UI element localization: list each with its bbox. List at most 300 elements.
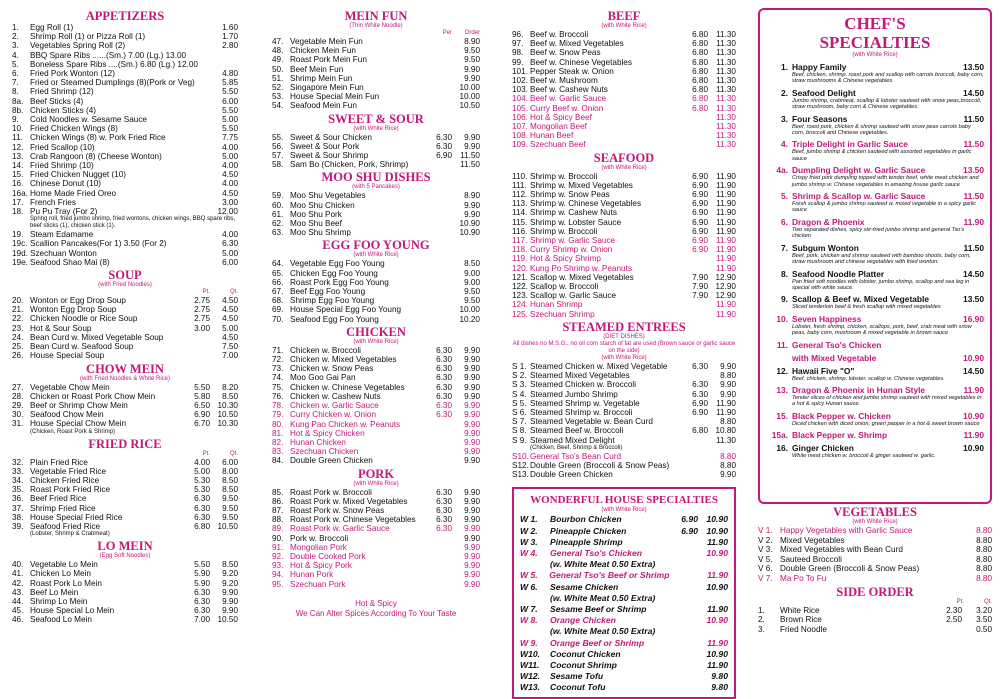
item-number: S13. <box>512 470 529 480</box>
item-name: Moo Goo Gai Pan <box>290 373 356 383</box>
item-name: Dragon & Phoenix in Hunan Style <box>792 384 926 395</box>
item-price: 8.80 <box>720 371 736 381</box>
item-name: Seafood Fried Rice <box>30 521 101 531</box>
item-price-qt: 9.80 <box>711 671 728 682</box>
menu-item <box>272 570 480 579</box>
item-number: S 3. <box>512 380 527 390</box>
item-price: 6.30 <box>436 410 452 420</box>
vegetable-item <box>758 526 992 536</box>
item-price: 8.00 <box>222 466 238 476</box>
menu-item <box>272 133 480 142</box>
item-name: Beef w. Garlic Sauce <box>530 94 606 104</box>
item-name: General Tso's Bean Curd <box>530 451 622 461</box>
item-name: Hot & Spicy Pork <box>290 561 352 571</box>
item-name: Shrimp w. Snow Peas <box>530 190 610 200</box>
item-name: House Special Mein Fun <box>290 92 380 102</box>
menu-item <box>12 41 238 50</box>
item-price: 9.90 <box>720 361 736 371</box>
item-name: Steamed Mixed Delight <box>530 435 615 445</box>
item-price: 4.00 <box>222 230 238 240</box>
item-price: 6.80 <box>692 66 708 76</box>
wonderful-box <box>512 487 736 698</box>
item-price: 11.50 <box>963 242 984 253</box>
item-price: 11.30 <box>716 39 736 49</box>
item-price: 11.30 <box>716 57 736 67</box>
item-name: Chicken Wings (8) w. Pork Fried Rice <box>30 133 166 143</box>
item-number: 64. <box>272 259 284 269</box>
item-price: 8.80 <box>976 554 992 564</box>
item-price <box>680 131 708 140</box>
item-number: 67. <box>272 287 284 297</box>
item-name: Hot & Spicy Shrimp <box>530 254 601 264</box>
item-name: Vegetable Chow Mein <box>30 382 110 392</box>
item-description: Two separated dishes, spicy stir-fried jumbo shrimp and general Tso's chicken <box>792 226 965 240</box>
item-number: 41. <box>12 569 24 579</box>
item-price: 11.90 <box>716 398 736 408</box>
item-number: 15a. <box>771 430 788 441</box>
item-name: Roast Pork Egg Foo Young <box>290 277 389 287</box>
section-subtitle: (with White Rice) <box>601 164 647 171</box>
menu-item <box>272 429 480 438</box>
item-number: 83. <box>272 447 284 457</box>
menu-item <box>12 324 238 333</box>
item-name: White Rice <box>780 605 820 615</box>
item-price-pt <box>668 649 698 660</box>
item-price: 10.80 <box>715 426 736 436</box>
item-price: 9.90 <box>464 456 480 466</box>
item-description: Beef, jumbo shrimp & chicken sauteed with assorted vegetables in garlic sauce <box>792 149 972 162</box>
item-name: House Special Chow Mein <box>30 419 127 429</box>
item-name: Wonton or Egg Drop Soup <box>30 296 126 306</box>
item-name: Vegetable Lo Mein <box>30 560 98 570</box>
item-number: 2. <box>758 615 765 625</box>
item-price: 6.90 <box>692 180 708 190</box>
item-name: Shrimp w. Broccoli <box>530 226 598 236</box>
item-price: 9.90 <box>464 355 480 365</box>
item-number: 4. <box>12 50 19 60</box>
item-number: 40. <box>12 560 24 570</box>
item-number: 2. <box>781 87 788 98</box>
item-name: Pu Pu Tray (For 2) <box>30 207 98 217</box>
item-price: 9.20 <box>222 578 238 588</box>
item-price: 6.80 <box>692 103 708 113</box>
item-number: 78. <box>272 401 284 411</box>
menu-item <box>272 83 480 92</box>
item-number: 59. <box>272 191 284 201</box>
item-name: Fried Noodle <box>780 624 827 634</box>
item-number <box>766 353 792 363</box>
item-price-qt: 11.90 <box>707 659 728 670</box>
column-3 <box>512 8 736 693</box>
item-number: 35. <box>12 485 24 495</box>
item-price: 10.30 <box>217 419 238 429</box>
item-number: 106. <box>512 112 528 122</box>
item-name: Black Pepper w. Shrimp <box>792 430 888 441</box>
item-price: 5.30 <box>194 485 210 495</box>
item-name: Chicken Mein Fun <box>290 46 356 56</box>
item-number: 20. <box>12 296 24 306</box>
wonderful-item <box>520 526 728 537</box>
item-price: 10.50 <box>217 521 238 531</box>
item-price: 9.90 <box>464 561 480 571</box>
menu-item <box>512 227 736 236</box>
item-price: 6.80 <box>692 39 708 49</box>
menu-item <box>12 170 238 179</box>
item-price: 11.30 <box>716 94 736 104</box>
item-name: Beef Egg Foo Young <box>290 287 366 297</box>
item-description: White meat chicken w. broccoli & ginger sauteed w. garlic. <box>792 453 936 460</box>
item-price: 5.00 <box>222 248 238 258</box>
item-name: Sweet & Sour Shrimp <box>290 151 369 161</box>
chef-title-2: SPECIALTIES <box>819 33 931 52</box>
item-price: 9.90 <box>464 391 480 401</box>
item-price: 11.90 <box>963 430 984 441</box>
item-price: 4.00 <box>194 457 210 467</box>
item-number: 84. <box>272 456 284 466</box>
item-number: 29. <box>12 400 24 410</box>
menu-item <box>12 342 238 351</box>
item-price: 8.80 <box>976 573 992 583</box>
menu-item <box>12 189 238 198</box>
item-number: V 2. <box>758 535 773 545</box>
item-price: 9.20 <box>222 569 238 579</box>
item-number: 107. <box>512 122 528 132</box>
item-name: Hunan Shrimp <box>530 300 583 310</box>
item-price: 7.00 <box>194 615 210 625</box>
item-number: W 3. <box>520 536 538 547</box>
item-number: W 8. <box>520 615 538 626</box>
menu-item <box>272 524 480 533</box>
item-number: 16a. <box>12 188 28 198</box>
item-price: 11.90 <box>963 216 984 227</box>
menu-item <box>272 160 480 169</box>
item-price <box>680 417 708 426</box>
item-price-qt: 0.50 <box>976 624 992 634</box>
menu-item <box>272 456 480 465</box>
item-name: Triple Delight in Garlic Sauce <box>792 139 908 150</box>
price-header-qt: Qt. <box>983 598 992 605</box>
item-number: 103. <box>512 85 528 95</box>
menu-item <box>512 208 736 217</box>
item-name: Hunan Pork <box>290 570 334 580</box>
menu-item <box>512 426 736 435</box>
item-name: Beef w. Chinese Vegetables <box>530 57 632 67</box>
item-price: 10.30 <box>217 400 238 410</box>
item-number: W 5. <box>520 570 538 581</box>
item-price: 6.90 <box>692 398 708 408</box>
item-description: Sliced tenderloin beef & fresh scallop with mixed vegetables <box>792 304 941 311</box>
item-number: 31. <box>12 419 24 429</box>
menu-item <box>12 106 238 115</box>
item-number: 6. <box>12 69 19 79</box>
menu-item <box>272 447 480 456</box>
item-name: Ma Po To Fu <box>780 573 827 583</box>
menu-item <box>272 101 480 110</box>
item-price: 6.70 <box>194 419 210 429</box>
item-price <box>680 461 708 470</box>
item-price: 8.50 <box>222 485 238 495</box>
item-price: 6.30 <box>436 391 452 401</box>
item-name: Shrimp Lo Mein <box>30 596 88 606</box>
item-name: Singapore Mein Fun <box>290 83 364 93</box>
item-price: 8.80 <box>720 417 736 427</box>
item-number: 16. <box>12 179 24 189</box>
price-header-pt: Per <box>442 30 452 36</box>
item-name: Chicken w. Chinese Vegetables <box>290 382 405 392</box>
item-name: Shrimp w. Cashew Nuts <box>530 208 617 218</box>
item-name: Steam Edamame <box>30 230 94 240</box>
item-number: 16. <box>776 443 788 454</box>
item-price: 9.90 <box>222 596 238 606</box>
item-price-pt: 2.30 <box>946 605 962 615</box>
item-price: 10.90 <box>963 352 984 363</box>
menu-item <box>272 46 480 55</box>
item-price: 5.85 <box>222 78 238 88</box>
item-number: 55. <box>272 132 284 142</box>
item-price: 6.30 <box>194 596 210 606</box>
steamed-diet-note: (DIET DISHES) <box>603 333 645 340</box>
item-price: 9.90 <box>464 419 480 429</box>
item-price: 9.50 <box>222 503 238 513</box>
item-name: Mixed Vegetables <box>780 535 845 545</box>
item-price: 9.90 <box>720 380 736 390</box>
menu-item <box>272 552 480 561</box>
item-price: 9.00 <box>464 277 480 287</box>
item-number: 8. <box>12 87 19 97</box>
menu-item <box>272 364 480 373</box>
item-price: 9.90 <box>464 437 480 447</box>
item-number: W13. <box>520 682 541 693</box>
menu-item <box>12 69 238 78</box>
item-number: 104. <box>512 94 528 104</box>
item-price: 11.50 <box>460 151 480 161</box>
item-name: Fried or Steamed Dumplings (8)(Pork or Veg) <box>30 78 195 88</box>
item-number: 90. <box>272 533 284 543</box>
item-number: 45. <box>12 606 24 616</box>
item-price: 8.80 <box>976 564 992 574</box>
item-price: 6.30 <box>436 132 452 142</box>
item-price: 10.00 <box>459 83 480 93</box>
item-price: 9.50 <box>464 46 480 56</box>
item-price: 6.80 <box>692 76 708 86</box>
item-price: 6.50 <box>194 400 210 410</box>
item-price: 5.90 <box>194 578 210 588</box>
menu-item <box>12 133 238 142</box>
item-name: Bourbon Chicken <box>550 514 622 525</box>
item-number: 95. <box>272 579 284 589</box>
item-name: Roast Pork w. Snow Peas <box>290 505 385 515</box>
item-price <box>680 264 708 273</box>
item-price <box>182 351 210 360</box>
section-subtitle: (with White Rice) <box>601 23 647 29</box>
vegetable-item <box>758 564 992 574</box>
item-price-qt: 3.50 <box>976 615 992 625</box>
item-price-pt <box>669 570 698 581</box>
item-number: 96. <box>512 30 524 39</box>
menu-item <box>12 401 238 410</box>
item-price-qt: 10.90 <box>706 648 728 659</box>
item-price: 9.90 <box>464 496 480 506</box>
item-price <box>424 429 452 438</box>
item-price <box>182 342 210 351</box>
item-description: Tender slices of chicken and jumbo shrimp sauteed with mixed vegetables in a hot & spicy Hunan sauce. <box>792 394 982 408</box>
item-price: 11.50 <box>963 191 984 202</box>
item-number: 79. <box>272 410 284 420</box>
item-number: 56. <box>272 141 284 151</box>
item-name: Roast Pork Mein Fun <box>290 55 367 65</box>
item-number: W11. <box>520 659 540 670</box>
item-number: 17. <box>12 197 24 207</box>
section-subtitle: (with Fried Noodles) <box>98 282 152 289</box>
item-number: 11. <box>12 133 23 143</box>
item-number: 19c. <box>12 239 28 249</box>
section-title: SOUP <box>108 268 142 283</box>
item-number: 52. <box>272 83 284 93</box>
item-name: Crab Rangoon (8) (Cheese Wonton) <box>30 151 162 161</box>
item-name: Szechuan Shrimp <box>530 309 595 319</box>
item-name: Sam Bo (Chicken, Pork, Shrimp) <box>290 160 409 170</box>
item-price: 6.90 <box>692 226 708 236</box>
item-number: 19d. <box>12 248 28 258</box>
wonderful-item <box>520 570 728 581</box>
menu-item <box>12 333 238 342</box>
item-number: 33. <box>12 466 24 476</box>
item-price: 5.00 <box>194 466 210 476</box>
menu-item <box>512 131 736 140</box>
item-number: S 5. <box>512 398 527 408</box>
item-name: Mixed Vegetables with Bean Curd <box>780 545 903 555</box>
menu-item <box>12 383 238 392</box>
item-price: 9.90 <box>464 542 480 552</box>
item-name: Shrimp w. Chinese Vegetables <box>530 199 642 209</box>
item-number: 118. <box>512 245 528 255</box>
item-number: W 9. <box>520 637 538 648</box>
item-price <box>680 436 708 445</box>
item-price: 8.80 <box>720 451 736 461</box>
item-number: 65. <box>272 268 284 278</box>
item-price: 5.30 <box>194 475 210 485</box>
menu-item <box>512 199 736 208</box>
item-number: S 6. <box>512 407 527 417</box>
item-number: 22. <box>12 314 24 324</box>
item-price-pt <box>668 593 698 604</box>
item-price: 6.30 <box>194 606 210 616</box>
item-number: 8. <box>781 268 788 279</box>
item-price: 11.90 <box>716 236 736 246</box>
item-price: 6.30 <box>436 505 452 515</box>
item-price: 11.50 <box>963 139 984 150</box>
item-name: Moo Shu Shrimp <box>290 228 351 238</box>
item-price-pt: 6.90 <box>681 525 698 536</box>
menu-item <box>272 55 480 64</box>
item-number: 53. <box>272 92 284 102</box>
item-number: 123. <box>512 291 528 301</box>
item-number: 85. <box>272 487 284 497</box>
item-price: 9.90 <box>720 389 736 399</box>
item-number: 5. <box>12 59 19 69</box>
item-price: 6.30 <box>692 361 708 371</box>
item-price: 8.90 <box>464 37 480 46</box>
item-price <box>424 420 452 429</box>
item-price: 5.00 <box>222 115 238 125</box>
item-number: 19e. <box>12 257 28 267</box>
item-price: 5.50 <box>222 124 238 134</box>
item-name: Coconut Tofu <box>550 682 606 693</box>
menu-item <box>12 560 238 569</box>
menu-item <box>272 438 480 447</box>
item-name: Shrimp w. Broccoli <box>530 171 598 181</box>
item-name: Double Green (Broccoli & Snow Peas) <box>530 460 670 470</box>
item-price: 6.90 <box>436 151 452 161</box>
menu-item <box>512 113 736 122</box>
item-price-qt: 10.90 <box>706 547 728 558</box>
item-name: House Special Egg Foo Young <box>290 305 402 315</box>
item-name: Home Made Fried Oreo <box>30 188 117 198</box>
item-price <box>424 456 452 465</box>
item-name: Fried Shrimp (12) <box>30 87 94 97</box>
item-price: 9.90 <box>464 132 480 142</box>
item-name: with Mixed Vegetable <box>792 352 877 363</box>
item-price: 13.50 <box>963 165 984 176</box>
wonderful-item <box>520 604 728 615</box>
item-price: 4.00 <box>222 142 238 152</box>
section-title: CHICKEN <box>346 324 406 339</box>
item-number: 91. <box>272 542 284 552</box>
item-price: 5.90 <box>194 569 210 579</box>
item-price: 9.50 <box>464 287 480 297</box>
item-name: Scallion Pancakes(For 1) 3.50 (For 2) <box>30 239 167 249</box>
item-number: 27. <box>12 382 24 392</box>
menu-item <box>512 181 736 190</box>
item-price: 9.50 <box>464 296 480 306</box>
menu-item <box>12 392 238 401</box>
section-subtitle: (with White Rice) <box>852 519 898 525</box>
item-name: Chicken w. Snow Peas <box>290 364 374 374</box>
price-header-pt: Pt. <box>956 598 964 605</box>
menu-item <box>512 371 736 380</box>
item-name: Roast Pork w. Chinese Vegetables <box>290 515 416 525</box>
item-name: Shrimp w. Mixed Vegetables <box>530 180 633 190</box>
section-title: WONDERFUL HOUSE SPECIALTIES <box>530 494 718 507</box>
item-price: 9.90 <box>464 73 480 83</box>
wonderful-item <box>520 615 728 626</box>
item-name: Moo Shu Vegetables <box>290 191 366 201</box>
item-name: Bean Curd w. Seafood Soup <box>30 342 134 352</box>
column-4 <box>758 8 992 638</box>
item-description: Fresh scallop & jumbo shrimp sauteed w. mixed vegetable in a spicy garlic sauce <box>792 201 977 214</box>
hot-spicy-note <box>272 599 480 619</box>
spice-note: We Can Alter Spices According To Your Taste <box>295 608 457 618</box>
item-number: 68. <box>272 296 284 306</box>
item-number: V 6. <box>758 564 773 574</box>
item-number: 71. <box>272 345 284 355</box>
item-number: 69. <box>272 305 284 315</box>
item-name: Sesame Tofu <box>550 671 604 682</box>
side-item <box>758 606 992 616</box>
item-number: 10. <box>776 313 788 324</box>
item-number: 1. <box>12 23 19 32</box>
menu-item <box>272 383 480 392</box>
item-price <box>680 113 708 122</box>
item-name: Roast Pork w. Garlic Sauce <box>290 524 390 534</box>
item-number: 23. <box>12 323 24 333</box>
price-header <box>758 599 992 606</box>
chef-item <box>766 191 984 201</box>
item-price: 9.90 <box>464 515 480 525</box>
item-price: 6.30 <box>436 355 452 365</box>
item-number: 101. <box>512 66 528 76</box>
chef-item <box>766 88 984 98</box>
